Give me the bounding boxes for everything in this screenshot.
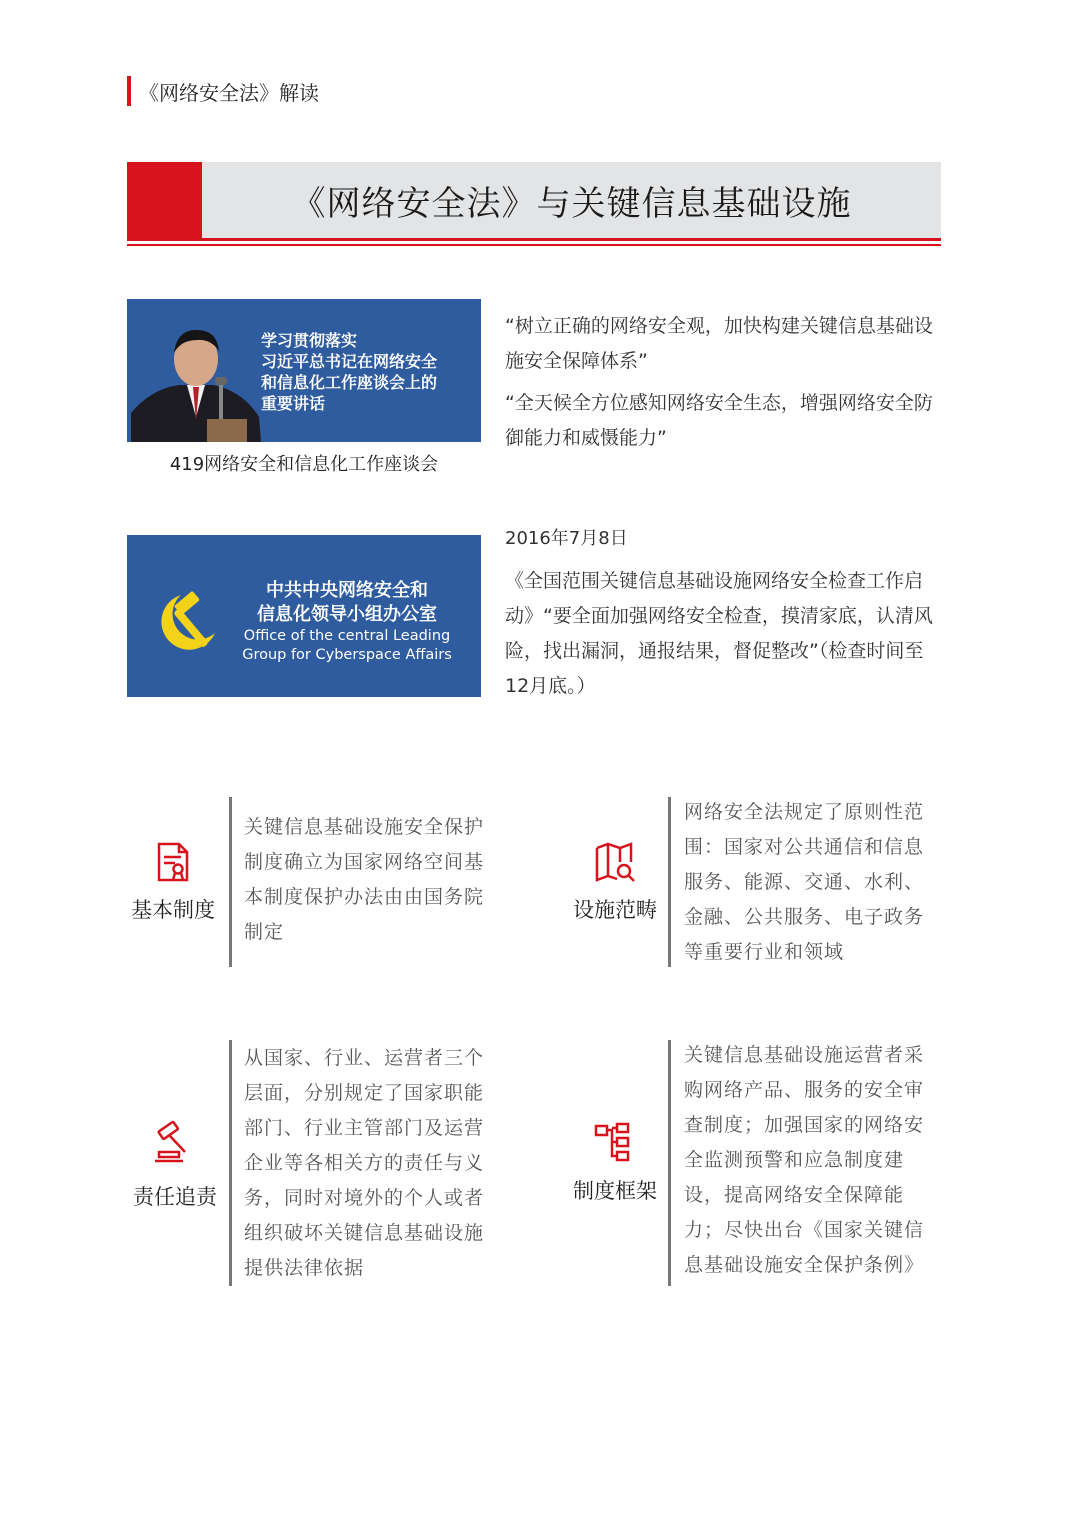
feature-divider [668,797,671,967]
certificate-document-icon [151,840,195,884]
feature-label-framework: 制度框架 [573,1179,657,1203]
feature-text-framework: 关键信息基础设施运营者采购网络产品、服务的安全审查制度；加强国家的网络安全监测预警和应急制度建设，提高网络安全保障能力；尽快出台《国家关键信息基础设施安全保护条例》 [684,1044,925,1276]
feature-label-facility-scope: 设施范畴 [573,898,657,922]
map-search-icon [593,840,637,884]
gavel-icon [151,1120,195,1164]
hierarchy-icon [593,1120,637,1164]
title-underline [127,238,941,246]
office-name-en: Office of the central Leading Group for Cyberspace Affairs [242,628,452,663]
quote-1: “树立正确的网络安全观，加快构建关键信息基础设施安全保障体系” [505,315,933,372]
header-title: 《网络安全法》解读 [139,80,319,105]
speech-banner-image [127,299,481,442]
banner-caption: 419网络安全和信息化工作座谈会 [169,454,439,475]
speaker-portrait [131,321,261,442]
main-title-block [127,162,941,238]
hammer-sickle-icon [151,577,231,657]
feature-divider [229,1040,232,1286]
office-name [227,579,467,665]
event-date: 2016年7月8日 [505,528,628,549]
inspection-text: 《全国范围关键信息基础设施网络安全检查工作启动》“要全面加强网络安全检查，摸清家底，认清风险，找出漏洞，通报结果，督促整改”（检查时间至12月底。） [505,570,933,697]
feature-label-accountability: 责任追责 [133,1185,217,1209]
page-header [127,76,319,106]
feature-divider [229,797,232,967]
speech-banner-heading: 学习贯彻落实 习近平总书记在网络安全 和信息化工作座谈会上的 重要讲话 [261,331,438,413]
speech-banner-text [261,330,473,414]
feature-text-accountability: 从国家、行业、运营者三个层面，分别规定了国家职能部门、行业主管部门及运营企业等各相关方的责任与义务，同时对境外的个人或者组织破坏关键信息基础设施提供法律依据 [244,1047,485,1279]
title-red-block [127,162,202,238]
feature-text-basic-system: 关键信息基础设施安全保护制度确立为国家网络空间基本制度保护办法由由国务院制定 [244,816,485,943]
feature-divider [668,1040,671,1286]
cyberspace-office-banner [127,535,481,697]
header-accent-bar [127,76,131,106]
feature-label-basic-system: 基本制度 [131,898,215,922]
feature-text-facility-scope: 网络安全法规定了原则性范围：国家对公共通信和信息服务、能源、交通、水利、金融、公共服务、电子政务等重要行业和领域 [684,801,925,963]
quote-2: “全天候全方位感知网络安全生态，增强网络安全防御能力和威慑能力” [505,392,933,449]
main-title: 《网络安全法》与关键信息基础设施 [291,183,852,224]
office-name-cn: 中共中央网络安全和 信息化领导小组办公室 [257,580,437,625]
